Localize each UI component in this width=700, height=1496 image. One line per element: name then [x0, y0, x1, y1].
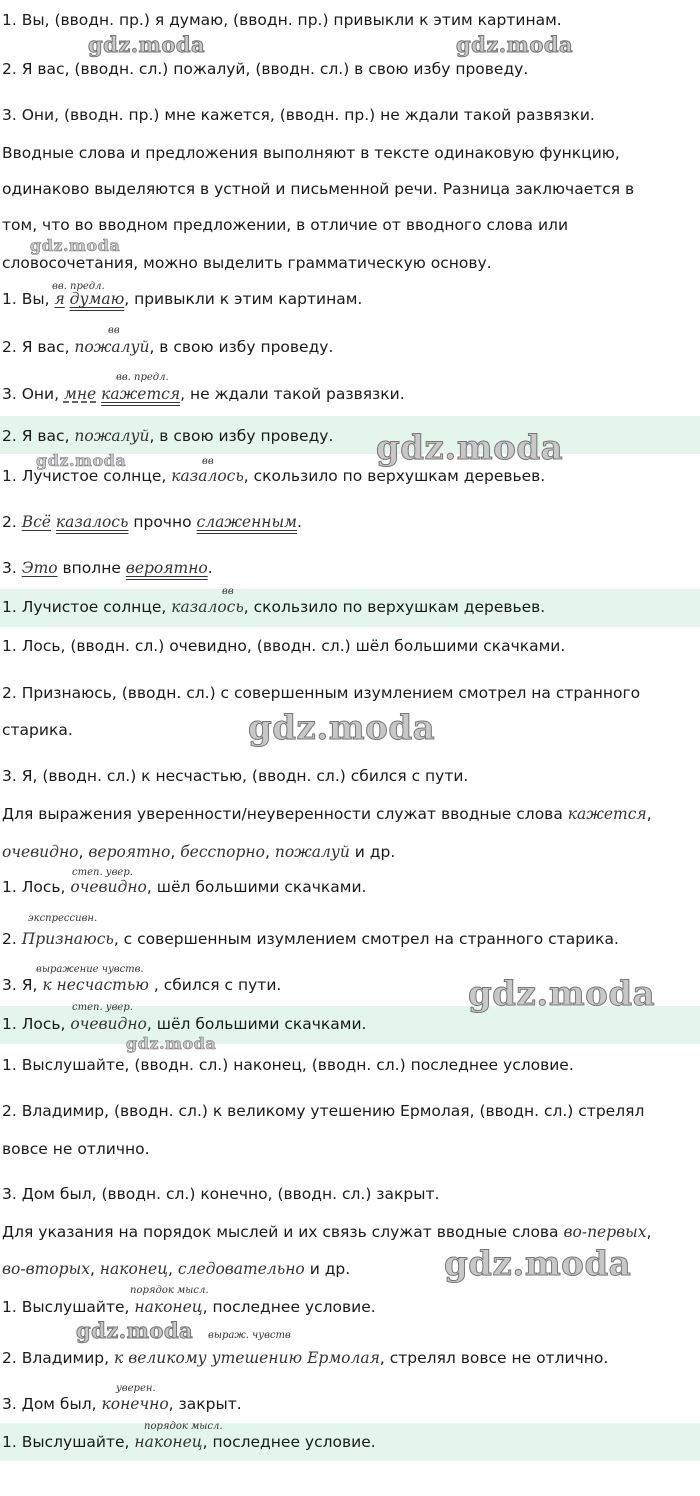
- intro-word: пожалуй: [74, 427, 150, 445]
- annotation: порядок мысл.: [130, 1285, 209, 1296]
- analyzed-sentence: 2. Всё казалось прочно слаженным.: [2, 513, 302, 531]
- watermark: gdz.moda: [444, 1244, 632, 1284]
- watermark: gdz.moda: [468, 974, 656, 1014]
- intro-word: к несчастью: [42, 976, 149, 994]
- sentence: 2. Владимир, (вводн. сл.) к великому утешению Ермолая, (вводн. сл.) стрелял: [2, 1102, 645, 1120]
- annotation: степ. увер.: [72, 867, 133, 878]
- paragraph-line: Для указания на порядок мыслей и их связь служат вводные слова во-первых,: [2, 1223, 652, 1241]
- annotation: вв: [202, 456, 214, 467]
- subject: Это: [21, 559, 58, 577]
- watermark: gdz.moda: [36, 451, 127, 470]
- analyzed-sentence: 1. Лось, очевидно, шёл большими скачками.: [2, 878, 367, 896]
- predicate: слаженным: [196, 513, 297, 531]
- watermark: gdz.moda: [76, 1318, 194, 1343]
- subject: мне: [63, 385, 97, 403]
- sentence: 3. Дом был, (вводн. сл.) конечно, (вводн. сл.) закрыт.: [2, 1185, 440, 1203]
- sentence: 2. Признаюсь, (вводн. сл.) с совершенным изумлением смотрел на странного: [2, 684, 641, 702]
- annotation: порядок мысл.: [144, 1421, 223, 1432]
- watermark: gdz.moda: [30, 236, 121, 255]
- sentence: вовсе не отлично.: [2, 1140, 150, 1158]
- analyzed-sentence: 3. Я, к несчастью , сбился с пути.: [2, 976, 282, 994]
- sentence: 3. Я, (вводн. сл.) к несчастью, (вводн. сл.) сбился с пути.: [2, 767, 469, 785]
- paragraph-line: том, что во вводном предложении, в отличие от вводного слова или: [2, 216, 569, 234]
- predicate: думаю: [69, 290, 125, 308]
- intro-word: казалось: [171, 598, 244, 616]
- paragraph-line: словосочетания, можно выделить грамматическую основу.: [2, 254, 492, 272]
- sentence: 3. Они, (вводн. пр.) мне кажется, (вводн. пр.) не ждали такой развязки.: [2, 106, 595, 124]
- intro-word: пожалуй: [74, 338, 150, 356]
- watermark: gdz.moda: [456, 32, 574, 57]
- analyzed-sentence: 2. Я вас, пожалуй, в свою избу проведу.: [2, 338, 334, 356]
- sentence: старика.: [2, 721, 73, 739]
- annotation: экспрессивн.: [28, 913, 98, 924]
- analyzed-sentence: 1. Выслушайте, наконец, последнее условие.: [2, 1298, 376, 1316]
- answer-line: 1. Лучистое солнце, казалось, скользило по верхушкам деревьев.: [2, 598, 546, 616]
- annotation: выражение чувств.: [36, 964, 144, 975]
- intro-word: наконец: [134, 1298, 203, 1316]
- watermark: gdz.moda: [248, 708, 436, 748]
- watermark: gdz.moda: [126, 1034, 217, 1053]
- analyzed-sentence: 2. Владимир, к великому утешению Ермолая, стрелял вовсе не отлично.: [2, 1349, 609, 1367]
- sentence: 1. Лось, (вводн. сл.) очевидно, (вводн. сл.) шёл большими скачками.: [2, 637, 566, 655]
- paragraph-line: одинаково выделяются в устной и письменной речи. Разница заключается в: [2, 180, 635, 198]
- predicate: казалось: [55, 513, 129, 531]
- paragraph-line: Вводные слова и предложения выполняют в тексте одинаковую функцию,: [2, 144, 620, 162]
- intro-word: казалось: [171, 467, 244, 485]
- annotation: вв. предл.: [52, 281, 105, 292]
- intro-word: очевидно: [70, 878, 147, 896]
- watermark: gdz.moda: [88, 32, 206, 57]
- analyzed-sentence: 1. Вы, я думаю, привыкли к этим картинам.: [2, 290, 363, 308]
- subject: я: [54, 290, 65, 308]
- intro-word: наконец: [134, 1433, 203, 1451]
- annotation: уверен.: [116, 1383, 156, 1394]
- analyzed-sentence: 3. Они, мне кажется, не ждали такой развязки.: [2, 385, 405, 403]
- annotation: вв: [108, 325, 120, 336]
- paragraph-line: во-вторых, наконец, следовательно и др.: [2, 1260, 351, 1278]
- analyzed-sentence: 3. Дом был, конечно, закрыт.: [2, 1395, 242, 1413]
- analyzed-sentence: 2. Признаюсь, с совершенным изумлением смотрел на странного старика.: [2, 930, 619, 948]
- sentence: 1. Вы, (вводн. пр.) я думаю, (вводн. пр.) привыкли к этим картинам.: [2, 11, 562, 29]
- predicate: кажется: [101, 385, 181, 403]
- analyzed-sentence: 3. Это вполне вероятно.: [2, 559, 213, 577]
- intro-word: конечно: [101, 1395, 169, 1413]
- sentence: 1. Выслушайте, (вводн. сл.) наконец, (вводн. сл.) последнее условие.: [2, 1056, 574, 1074]
- watermark: gdz.moda: [376, 428, 564, 468]
- intro-word: очевидно: [70, 1015, 147, 1033]
- analyzed-sentence: 1. Лучистое солнце, казалось, скользило по верхушкам деревьев.: [2, 467, 546, 485]
- predicate: вероятно: [125, 559, 208, 577]
- annotation: вв. предл.: [116, 372, 169, 383]
- subject: Всё: [21, 513, 51, 531]
- annotation: вв: [222, 586, 234, 597]
- sentence: 2. Я вас, (вводн. сл.) пожалуй, (вводн. сл.) в свою избу проведу.: [2, 60, 529, 78]
- paragraph-line: очевидно, вероятно, бесспорно, пожалуй и др.: [2, 843, 396, 861]
- intro-word: Признаюсь: [21, 930, 114, 948]
- annotation: степ. увер.: [72, 1002, 133, 1013]
- paragraph-line: Для выражения уверенности/неуверенности служат вводные слова кажется,: [2, 805, 652, 823]
- answer-line: 2. Я вас, пожалуй, в свою избу проведу.: [2, 427, 334, 445]
- annotation: выраж. чувств: [208, 1330, 291, 1341]
- answer-line: 1. Лось, очевидно, шёл большими скачками.: [2, 1015, 367, 1033]
- answer-line: 1. Выслушайте, наконец, последнее условие.: [2, 1433, 376, 1451]
- intro-word: к великому утешению Ермолая: [114, 1349, 380, 1367]
